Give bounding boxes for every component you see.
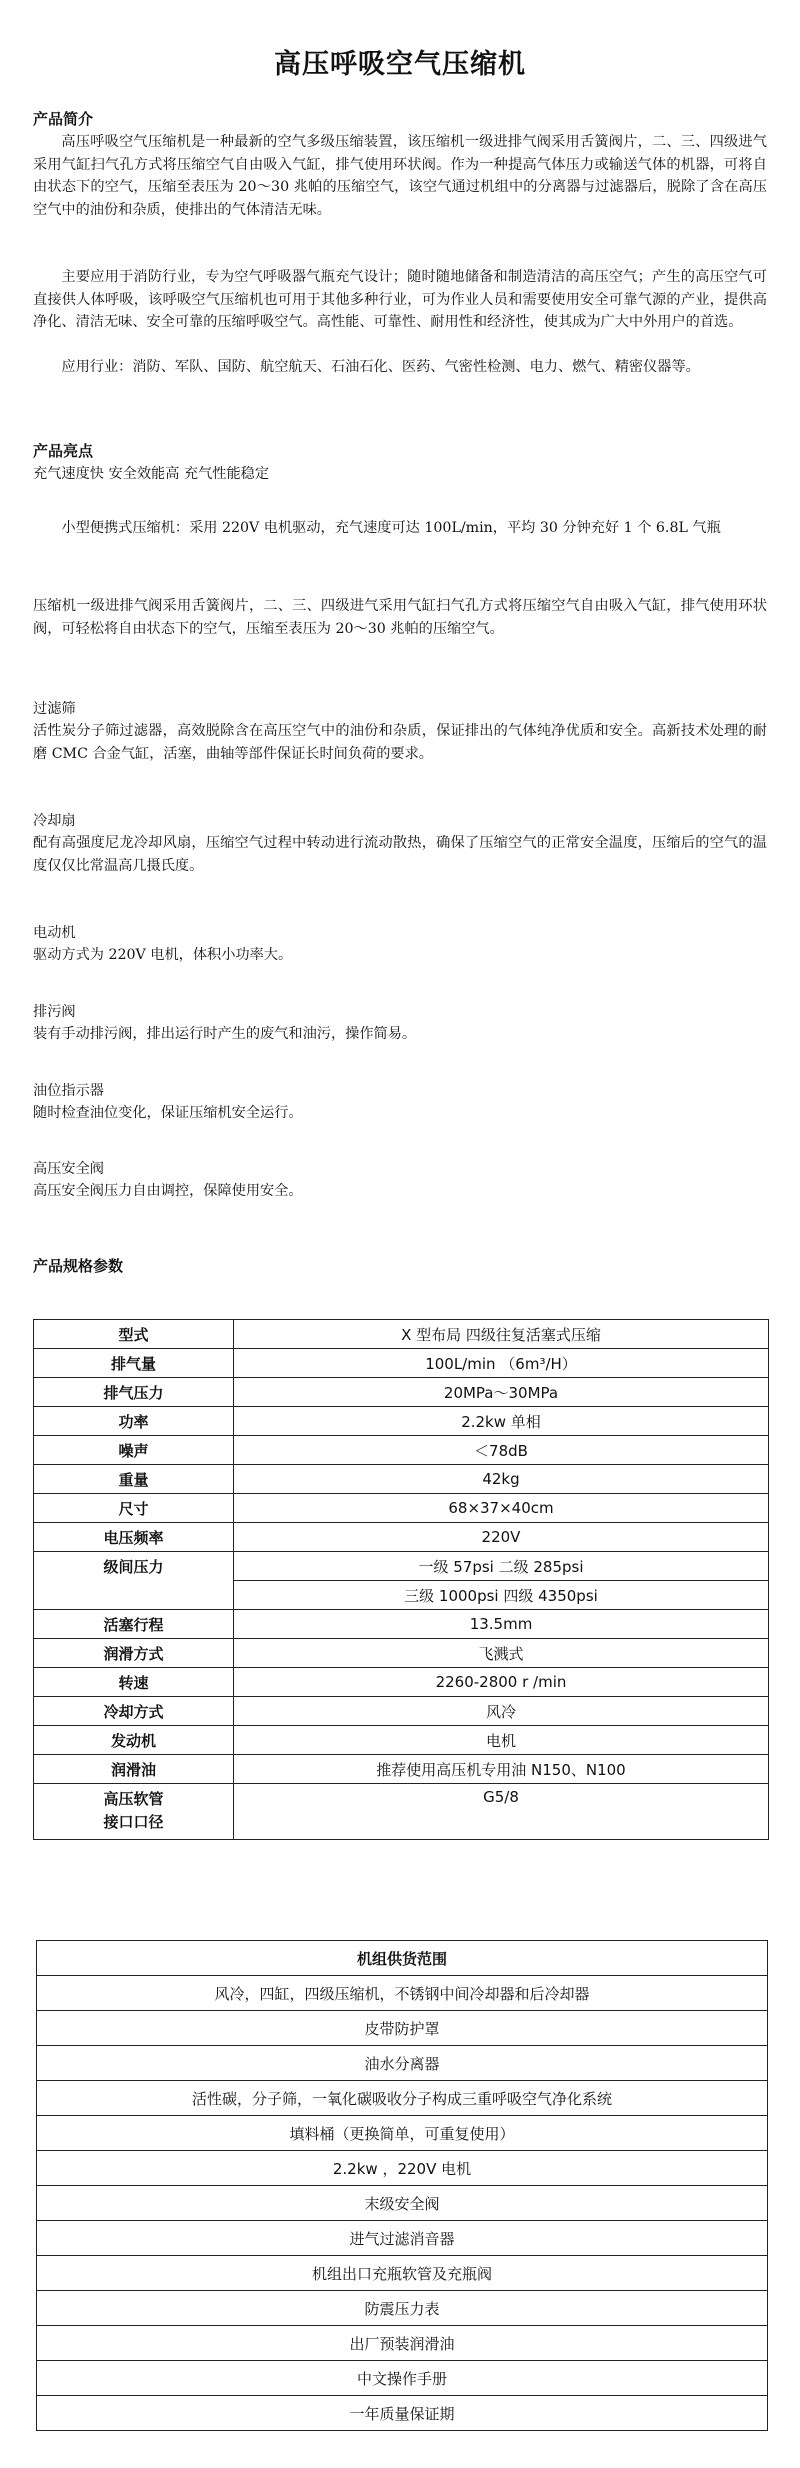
table-row	[34, 1436, 769, 1465]
spec-value: 一级 57psi 二级 285psi	[234, 1552, 769, 1581]
table-row	[34, 1349, 769, 1378]
table-row	[34, 1552, 769, 1581]
feature-title-fan: 冷却扇	[33, 813, 76, 829]
spec-key: 排气压力	[34, 1378, 234, 1407]
spec-value: 2.2kw 单相	[234, 1407, 769, 1436]
supply-item: 填料桶（更换简单，可重复使用）	[37, 2116, 768, 2151]
spec-value: 2260-2800 r /min	[234, 1668, 769, 1697]
spec-key-line-1: 高压软管	[103, 1790, 164, 1808]
spec-value: 三级 1000psi 四级 4350psi	[234, 1581, 769, 1610]
table-row	[34, 1523, 769, 1552]
table-row	[37, 2046, 768, 2081]
intro-paragraph-3: 应用行业：消防、军队、国防、航空航天、石油石化、医药、气密性检测、电力、燃气、精密仪器等。	[61, 359, 700, 375]
table-row	[34, 1697, 769, 1726]
feature-text-filter: 活性炭分子筛过滤器，高效脱除含在高压空气中的油份和杂质，保证排出的气体纯净优质和安全。高新技术处理的耐磨 CMC 合金气缸，活塞，曲轴等部件保证长时间负荷的要求。	[33, 723, 767, 762]
feature-text-drain: 装有手动排污阀，排出运行时产生的废气和油污，操作简易。	[33, 1026, 417, 1042]
supply-item: 出厂预装润滑油	[37, 2326, 768, 2361]
feature-title-motor: 电动机	[33, 925, 76, 941]
intro-paragraph-2: 主要应用于消防行业，专为空气呼吸器气瓶充气设计；随时随地储备和制造清洁的高压空气；产生的高压空气可直接供人体呼吸，该呼吸空气压缩机也可用于其他多种行业，可为作业人员和需要使用安全可靠气源的产业，提供高净化、清洁无味、安全可靠的压缩呼吸空气。高性能、可靠性、耐用性和经济性，使其成为广大中外用户的首选。	[33, 269, 767, 330]
spec-key: 功率	[34, 1407, 234, 1436]
spec-key-line-2: 接口口径	[103, 1813, 164, 1831]
spec-value: 13.5mm	[234, 1610, 769, 1639]
spec-key: 尺寸	[34, 1494, 234, 1523]
table-row	[37, 2011, 768, 2046]
spec-key: 排气量	[34, 1349, 234, 1378]
spec-key: 润滑方式	[34, 1639, 234, 1668]
spec-value: 20MPa～30MPa	[234, 1378, 769, 1407]
spec-value: 飞溅式	[234, 1639, 769, 1668]
spec-value: 220V	[234, 1523, 769, 1552]
spec-value: 42kg	[234, 1465, 769, 1494]
table-row	[34, 1320, 769, 1349]
intro-heading: 产品简介	[33, 110, 94, 128]
spec-key: 活塞行程	[34, 1610, 234, 1639]
spec-key: 级间压力	[34, 1552, 234, 1610]
highlights-line: 充气速度快 安全效能高 充气性能稳定	[33, 466, 270, 482]
table-row	[37, 1976, 768, 2011]
supply-item: 防震压力表	[37, 2291, 768, 2326]
table-row	[34, 1784, 769, 1840]
supply-item: 进气过滤消音器	[37, 2221, 768, 2256]
spec-value: ＜78dB	[234, 1436, 769, 1465]
feature-text-motor: 驱动方式为 220V 电机，体积小功率大。	[33, 947, 293, 963]
table-row	[37, 2291, 768, 2326]
spec-heading: 产品规格参数	[33, 1257, 124, 1275]
supply-heading: 机组供货范围	[37, 1941, 768, 1976]
table-row	[34, 1465, 769, 1494]
feature-text-fan: 配有高强度尼龙冷却风扇，压缩空气过程中转动进行流动散热，确保了压缩空气的正常安全温度，压缩后的空气的温度仅仅比常温高几摄氏度。	[33, 835, 767, 874]
spec-table	[33, 1319, 769, 1840]
spec-key: 发动机	[34, 1726, 234, 1755]
supply-item: 皮带防护罩	[37, 2011, 768, 2046]
table-row	[37, 2361, 768, 2396]
spec-value: G5/8	[234, 1784, 769, 1840]
intro-paragraph-1: 高压呼吸空气压缩机是一种最新的空气多级压缩装置，该压缩机一级进排气阀采用舌簧阀片，二、三、四级进气采用气缸扫气孔方式将压缩空气自由吸入气缸，排气使用环状阀。作为一种提高气体压力或输送气体的机器，可将自由状态下的空气，压缩至表压为 20～30 兆帕的压缩空气，该空气通过机组中的分离器与过滤器后，脱除了含在高压空气中的油份和杂质，使排出的气体清洁无味。	[33, 134, 767, 218]
feature-title-drain: 排污阀	[33, 1004, 76, 1020]
table-row	[37, 2116, 768, 2151]
spec-value: 100L/min （6m³/H）	[234, 1349, 769, 1378]
table-row	[34, 1639, 769, 1668]
spec-key: 润滑油	[34, 1755, 234, 1784]
feature-title-filter: 过滤筛	[33, 701, 76, 717]
feature-title-oil-gauge: 油位指示器	[33, 1083, 104, 1099]
table-row	[37, 1941, 768, 1976]
table-row	[34, 1494, 769, 1523]
portable-description: 小型便携式压缩机：采用 220V 电机驱动，充气速度可达 100L/min，平均 30 分钟充好 1 个 6.8L 气瓶	[61, 520, 721, 536]
supply-item: 活性碳，分子筛，一氧化碳吸收分子构成三重呼吸空气净化系统	[37, 2081, 768, 2116]
table-row	[34, 1610, 769, 1639]
table-row	[37, 2256, 768, 2291]
table-row	[37, 2081, 768, 2116]
supply-item: 末级安全阀	[37, 2186, 768, 2221]
spec-value: 风冷	[234, 1697, 769, 1726]
highlights-heading: 产品亮点	[33, 442, 94, 460]
supply-item: 一年质量保证期	[37, 2396, 768, 2431]
supply-item: 风冷，四缸，四级压缩机，不锈钢中间冷却器和后冷却器	[37, 1976, 768, 2011]
supply-item: 2.2kw ，220V 电机	[37, 2151, 768, 2186]
table-row	[37, 2326, 768, 2361]
spec-key: 重量	[34, 1465, 234, 1494]
table-row	[34, 1668, 769, 1697]
spec-key: 电压频率	[34, 1523, 234, 1552]
supply-table	[36, 1940, 768, 2431]
spec-value: 推荐使用高压机专用油 N150、N100	[234, 1755, 769, 1784]
supply-item: 中文操作手册	[37, 2361, 768, 2396]
table-row	[37, 2396, 768, 2431]
feature-text-oil-gauge: 随时检查油位变化，保证压缩机安全运行。	[33, 1105, 303, 1121]
table-row	[34, 1407, 769, 1436]
valve-description: 压缩机一级进排气阀采用舌簧阀片，二、三、四级进气采用气缸扫气孔方式将压缩空气自由吸入气缸，排气使用环状阀，可轻松将自由状态下的空气，压缩至表压为 20～30 兆帕的压缩空气。	[33, 598, 767, 637]
feature-title-safety-valve: 高压安全阀	[33, 1161, 104, 1177]
spec-value: 电机	[234, 1726, 769, 1755]
table-row	[34, 1755, 769, 1784]
table-row	[34, 1726, 769, 1755]
page-title: 高压呼吸空气压缩机	[274, 49, 526, 80]
supply-item: 机组出口充瓶软管及充瓶阀	[37, 2256, 768, 2291]
table-row	[37, 2151, 768, 2186]
table-row	[37, 2186, 768, 2221]
supply-item: 油水分离器	[37, 2046, 768, 2081]
table-row	[37, 2221, 768, 2256]
table-row	[34, 1378, 769, 1407]
spec-value: 68×37×40cm	[234, 1494, 769, 1523]
spec-key: 噪声	[34, 1436, 234, 1465]
spec-key: 转速	[34, 1668, 234, 1697]
spec-key	[34, 1784, 234, 1840]
feature-text-safety-valve: 高压安全阀压力自由调控，保障使用安全。	[33, 1183, 303, 1199]
spec-value: X 型布局 四级往复活塞式压缩	[234, 1320, 769, 1349]
spec-key: 冷却方式	[34, 1697, 234, 1726]
spec-key: 型式	[34, 1320, 234, 1349]
